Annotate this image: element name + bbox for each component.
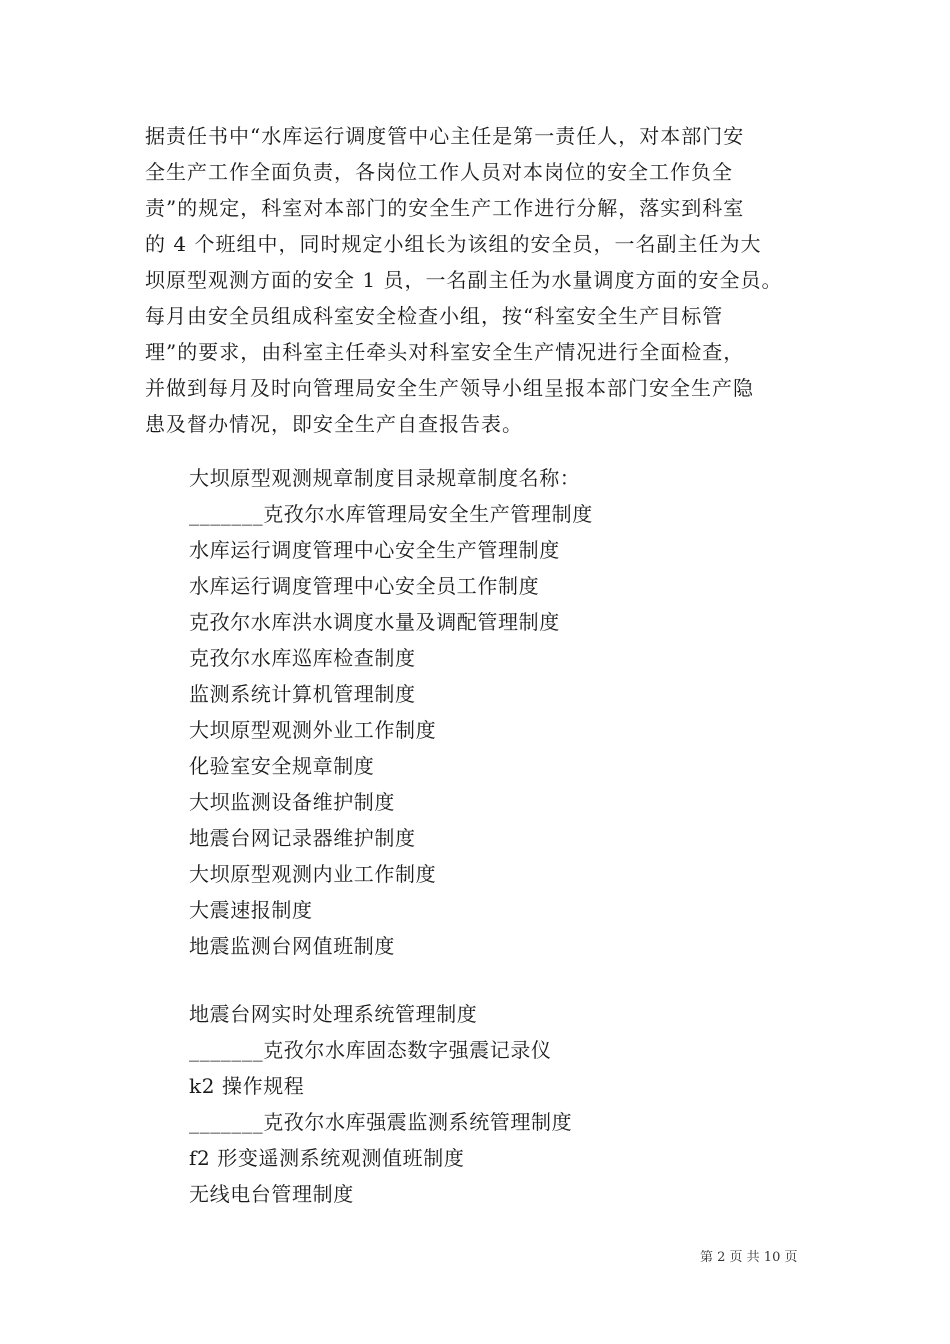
list-item: _______克孜尔水库强震监测系统管理制度: [189, 1110, 573, 1134]
list-item: k2 操作规程: [189, 1074, 305, 1098]
list-item: 克孜尔水库洪水调度水量及调配管理制度: [189, 610, 560, 634]
list-item: 大坝原型观测外业工作制度: [189, 718, 437, 742]
regulation-list: [189, 460, 839, 964]
body-paragraph: [145, 118, 825, 442]
paragraph-line: 患及督办情况，即安全生产自查报告表。: [145, 412, 523, 436]
paragraph-line: 每月由安全员组成科室安全检查小组，按“科室安全生产目标管: [145, 304, 724, 328]
list-item: 无线电台管理制度: [189, 1182, 354, 1206]
paragraph-line: 全生产工作全面负责，各岗位工作人员对本岗位的安全工作负全: [145, 160, 733, 184]
list-item: 地震监测台网值班制度: [189, 934, 395, 958]
list-item: 水库运行调度管理中心安全员工作制度: [189, 574, 540, 598]
paragraph-line: 并做到每月及时向管理局安全生产领导小组呈报本部门安全生产隐: [145, 376, 754, 400]
list-item: 大震速报制度: [189, 898, 313, 922]
list-item: f2 形变遥测系统观测值班制度: [189, 1146, 465, 1170]
list-item: _______克孜尔水库固态数字强震记录仪: [189, 1038, 552, 1062]
list-item: 大坝监测设备维护制度: [189, 790, 395, 814]
paragraph-line: 坝原型观测方面的安全 1 员，一名副主任为水量调度方面的安全员。: [145, 268, 783, 292]
paragraph-line: 据责任书中“水库运行调度管中心主任是第一责任人，对本部门安: [145, 124, 745, 148]
list-item: 地震台网实时处理系统管理制度: [189, 1002, 478, 1026]
list-item: 化验室安全规章制度: [189, 754, 375, 778]
regulation-list-continued: [189, 996, 839, 1212]
list-item: 克孜尔水库巡库检查制度: [189, 646, 416, 670]
list-item: _______克孜尔水库管理局安全生产管理制度: [189, 502, 593, 526]
list-item: 大坝原型观测内业工作制度: [189, 862, 437, 886]
paragraph-line: 的 4 个班组中，同时规定小组长为该组的安全员，一名副主任为大: [145, 232, 762, 256]
list-item: 水库运行调度管理中心安全生产管理制度: [189, 538, 560, 562]
paragraph-line: 理”的要求，由科室主任牵头对科室安全生产情况进行全面检查，: [145, 340, 745, 364]
list-item: 监测系统计算机管理制度: [189, 682, 416, 706]
paragraph-line: 责”的规定，科室对本部门的安全生产工作进行分解，落实到科室: [145, 196, 745, 220]
list-heading: 大坝原型观测规章制度目录规章制度名称：: [189, 466, 581, 490]
page-number: 第 2 页 共 10 页: [700, 1250, 798, 1265]
list-item: 地震台网记录器维护制度: [189, 826, 416, 850]
